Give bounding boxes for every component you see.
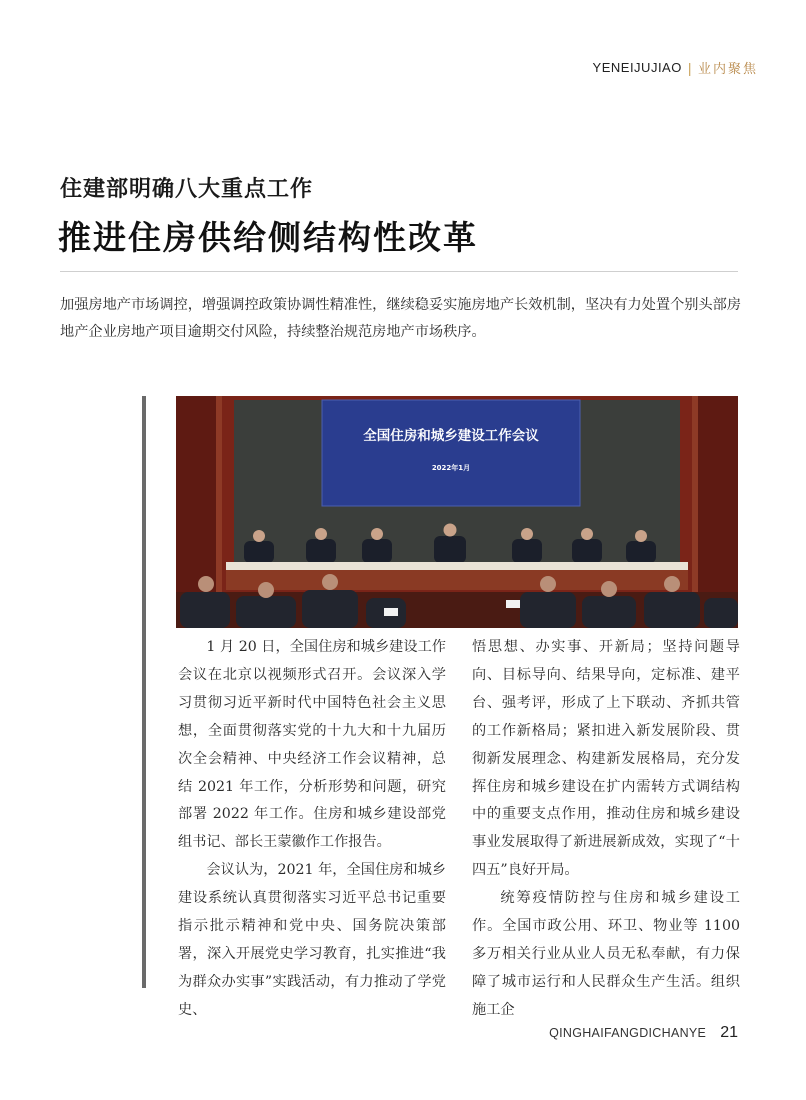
column-accent-bar (142, 396, 146, 988)
article-lead: 加强房地产市场调控，增强调控政策协调性精准性，继续稳妥实施房地产长效机制，坚决有力处置个别头部房地产企业房地产项目逾期交付风险，持续整治规范房地产市场秩序。 (60, 297, 742, 340)
screen-title: 全国住房和城乡建设工作会议 (363, 428, 539, 444)
article-subtitle: 住建部明确八大重点工作 (60, 177, 314, 202)
body-column-right (472, 634, 740, 1025)
body-paragraph-continued: 悟思想、办实事、开新局；坚持问题导向、目标导向、结果导向，定标准、建平台、强考评，形成了上下联动、齐抓共管的工作新格局；紧扣进入新发展阶段、贯彻新发展理念、构建新发展格局，充分发挥住房和城乡建设在扩内需转方式调结构中的重要支点作用，推动住房和城乡建设事业发展取得了新进展新成效，实现了“十四五”良好开局。 (472, 639, 740, 879)
body-paragraph: 统筹疫情防控与住房和城乡建设工作。全国市政公用、环卫、物业等 1100 多万相关行业从业人员无私奉献，有力保障了城市运行和人民群众生产生活。组织施工企 (472, 890, 740, 1018)
page-number: 21 (720, 1024, 738, 1041)
body-paragraph: 1 月 20 日，全国住房和城乡建设工作会议在北京以视频形式召开。会议深入学习贯彻习近平新时代中国特色社会主义思想，全面贯彻落实党的十九大和十九届历次全会精神、中央经济工作会议精神，总结 2021 年工作，分析形势和问题，研究部署 2022 年工作。住房和城乡建设部党组书记、部长王蒙徽作工作报告。 (178, 639, 446, 851)
title-divider (60, 271, 738, 272)
section-name: 业内聚焦 (697, 62, 758, 77)
conference-photo (176, 396, 738, 628)
body-paragraph: 会议认为，2021 年，全国住房和城乡建设系统认真贯彻落实习近平总书记重要指示批示精神和党中央、国务院决策部署，深入开展党史学习教育，扎实推进“我为群众办实事”实践活动，有力推动了学党史、 (178, 862, 446, 1018)
screen-date: 2022年1月 (431, 464, 471, 472)
page-footer (549, 1024, 738, 1042)
article-title: 推进住房供给侧结构性改革 (58, 218, 478, 257)
page-header (593, 58, 758, 77)
header-separator: | (687, 59, 692, 76)
magazine-name: QINGHAIFANGDICHANYE (549, 1026, 707, 1040)
section-pinyin: YENEIJUJIAO (592, 60, 682, 75)
body-column-left (178, 634, 446, 1025)
conference-photo-illustration (176, 396, 738, 628)
